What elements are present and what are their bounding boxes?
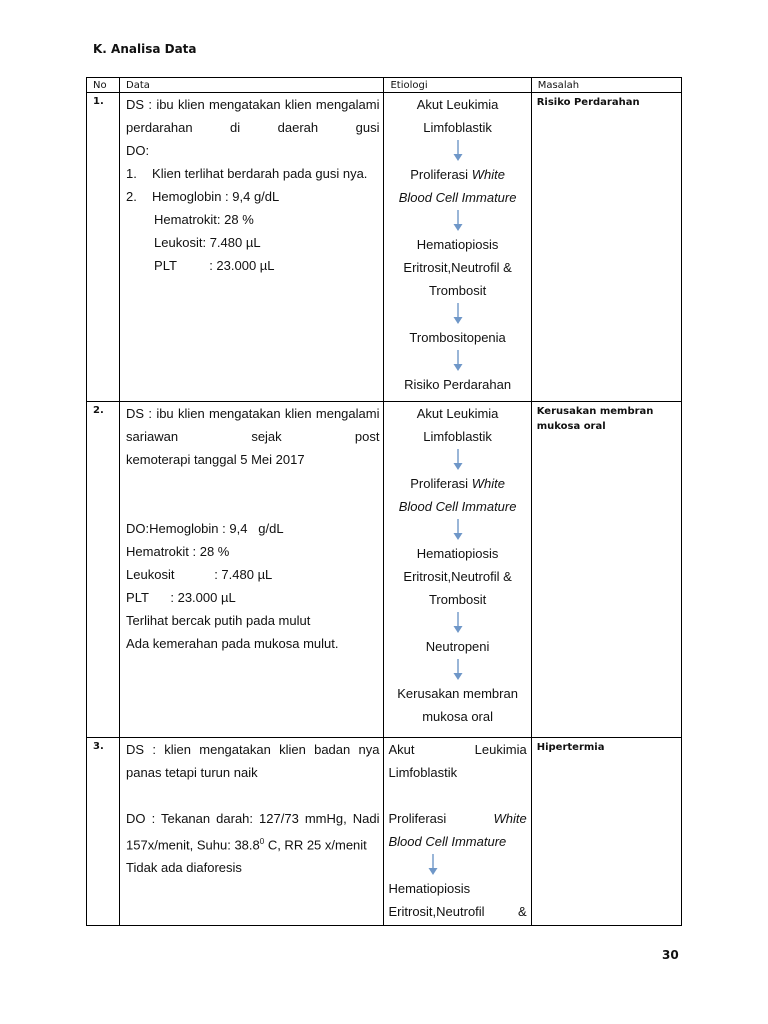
down-arrow-icon [388, 448, 526, 472]
etiology-cell [384, 738, 531, 926]
do-text [126, 807, 379, 856]
down-arrow-icon [388, 518, 526, 542]
etiology-text: Proliferasi [410, 167, 472, 182]
etiology-line [388, 495, 526, 518]
etiology-line: mukosa oral [422, 709, 493, 724]
down-arrow-icon [388, 139, 526, 163]
lab-leukosit: Leukosit: 7.480 µL [154, 235, 261, 250]
etiology-cell [384, 93, 531, 402]
etiology-line: Akut Leukimia [416, 97, 499, 112]
observation: Ada kemerahan pada mukosa mulut. [126, 636, 339, 651]
etiology-line: Trombosit [428, 592, 487, 607]
data-cell [120, 402, 384, 738]
etiology-italic: Blood Cell Immature [398, 190, 517, 205]
etiology-line [388, 807, 526, 830]
etiology-italic: White [471, 476, 505, 491]
row-number: 3. [87, 738, 120, 926]
analysis-table [86, 77, 682, 926]
down-arrow-icon [388, 853, 526, 877]
observation: Terlihat bercak putih pada mulut [126, 613, 311, 628]
etiology-line: Akut Leukimia [416, 406, 499, 421]
etiology-line: Hematiopiosis [416, 237, 499, 252]
ds-text: DS : ibu klien mengatakan klien mengalami perdarahan di daerah gusi [126, 97, 380, 135]
etiology-line: Limfoblastik [423, 120, 492, 135]
header-no: No [87, 78, 120, 93]
degree-superscript: 0 [259, 837, 265, 846]
do-text-rest: C, RR 25 x/menit [264, 837, 367, 853]
etiology-line: Limfoblastik [388, 765, 458, 780]
lab-hematokrit: Hematrokit : 28 % [126, 544, 230, 559]
etiology-line: Akut Leukimia [388, 742, 527, 757]
etiology-line [388, 186, 526, 209]
table-row [87, 738, 682, 926]
etiology-line: Limfoblastik [423, 429, 492, 444]
ds-text-cont: kemoterapi tanggal 5 Mei 2017 [126, 452, 305, 467]
etiology-line: Trombositopenia [409, 330, 506, 345]
row-number: 2. [87, 402, 120, 738]
etiology-line [388, 830, 526, 853]
etiology-line: Kerusakan membran [397, 686, 518, 701]
etiology-line: Hematiopiosis [388, 881, 471, 896]
etiology-line: Eritrosit,Neutrofil & [388, 904, 527, 919]
down-arrow-icon [388, 209, 526, 233]
lab-hematokrit: Hematrokit: 28 % [154, 212, 254, 227]
section-title: K. Analisa Data [93, 42, 197, 56]
data-cell [120, 93, 384, 402]
etiology-line: Hematiopiosis [416, 546, 499, 561]
ds-text: DS : ibu klien mengatakan klien mengalami sariawan sejak post [126, 406, 380, 444]
down-arrow-icon [388, 611, 526, 635]
problem-cell: Hipertermia [531, 738, 681, 926]
down-arrow-icon [388, 349, 526, 373]
list-number: 2. [126, 189, 137, 204]
down-arrow-icon [388, 658, 526, 682]
etiology-line: Risiko Perdarahan [404, 377, 512, 392]
down-arrow-icon [388, 302, 526, 326]
list-text: Klien terlihat berdarah pada gusi nya. [152, 166, 368, 181]
etiology-line: Trombosit [428, 283, 487, 298]
etiology-line [388, 472, 526, 495]
list-text: Hemoglobin : 9,4 g/dL [152, 189, 280, 204]
ds-text: DS : klien mengatakan klien badan nya panas tetapi turun naik [126, 742, 380, 780]
etiology-text: Proliferasi [388, 811, 494, 826]
header-data: Data [120, 78, 384, 93]
etiology-line [388, 163, 526, 186]
data-cell [120, 738, 384, 926]
do-text: DO:Hemoglobin : 9,4 g/dL [126, 521, 284, 536]
list-item [126, 185, 379, 208]
page-number: 30 [662, 948, 679, 962]
header-masalah: Masalah [531, 78, 681, 93]
etiology-cell [384, 402, 531, 738]
list-item [126, 162, 379, 185]
observation: Tidak ada diaforesis [126, 860, 242, 876]
etiology-line: Neutropeni [425, 639, 490, 654]
table-row [87, 402, 682, 738]
table-header-row [87, 78, 682, 93]
etiology-italic: Blood Cell Immature [388, 834, 507, 849]
etiology-line: Eritrosit,Neutrofil & [403, 569, 512, 584]
list-number: 1. [126, 166, 137, 181]
lab-plt: PLT : 23.000 µL [154, 258, 275, 273]
lab-leukosit: Leukosit : 7.480 µL [126, 567, 273, 582]
etiology-italic: White [471, 167, 505, 182]
lab-plt: PLT : 23.000 µL [126, 590, 236, 605]
etiology-italic: Blood Cell Immature [398, 499, 517, 514]
row-number: 1. [87, 93, 120, 402]
problem-cell: Kerusakan membran mukosa oral [531, 402, 681, 738]
do-label: DO: [126, 143, 150, 158]
table-row [87, 93, 682, 402]
etiology-italic: White [493, 811, 527, 826]
etiology-text: Proliferasi [410, 476, 472, 491]
etiology-line: Eritrosit,Neutrofil & [403, 260, 512, 275]
header-etiologi: Etiologi [384, 78, 531, 93]
problem-cell: Risiko Perdarahan [531, 93, 681, 402]
do-text-main: DO : Tekanan darah: 127/73 mmHg, Nadi 157x/menit, Suhu: 38.8 [126, 811, 380, 853]
